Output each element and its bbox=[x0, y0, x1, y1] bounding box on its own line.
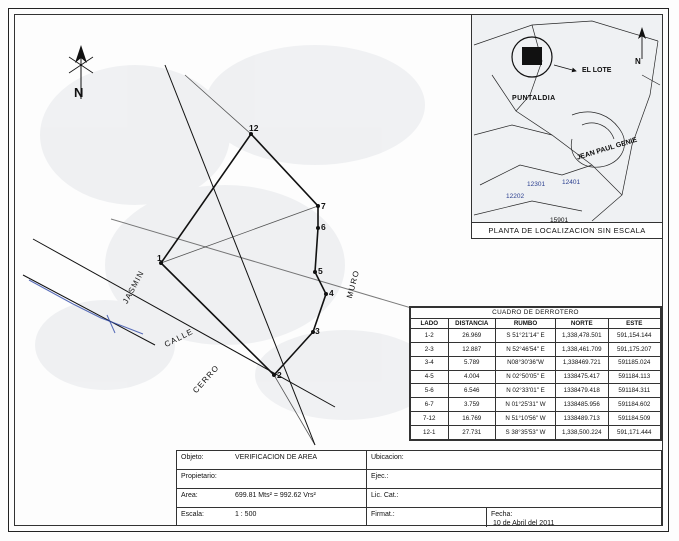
cell-lado: 3-4 bbox=[411, 356, 449, 370]
value-area: 699.81 Mts² = 992.62 Vrs² bbox=[234, 492, 316, 499]
cell-rumbo: S 38°35'53" W bbox=[496, 426, 556, 440]
cell-rumbo: N 02°33'01" E bbox=[496, 384, 556, 398]
vertex-label-3: 3 bbox=[315, 326, 320, 336]
inset-label-puntaldia: PUNTALDIA bbox=[512, 95, 556, 102]
street-label-calle: CALLE bbox=[163, 326, 196, 350]
street-label-muro: MURO bbox=[345, 268, 362, 300]
cell-lado: 2-3 bbox=[411, 342, 449, 356]
cell-norte: 1,338,478.501 bbox=[556, 328, 609, 342]
cell-este: 591184.311 bbox=[608, 384, 661, 398]
inset-caption: PLANTA DE LOCALIZACION SIN ESCALA bbox=[472, 222, 662, 238]
vertex-label-5: 5 bbox=[318, 266, 323, 276]
cell-rumbo: N 02°50'05" E bbox=[496, 370, 556, 384]
inset-label-15901: 15901 bbox=[550, 217, 569, 222]
title-block-right bbox=[367, 451, 661, 525]
cell-norte: 1338479.418 bbox=[556, 384, 609, 398]
vertex-label-12: 12 bbox=[249, 123, 259, 133]
cell-distancia: 26.969 bbox=[448, 328, 496, 342]
cell-norte: 1,338,461.709 bbox=[556, 342, 609, 356]
cell-rumbo: S 51°21'14" E bbox=[496, 328, 556, 342]
vertex-label-2: 2 bbox=[277, 370, 282, 380]
cell-norte: 1338489.713 bbox=[556, 412, 609, 426]
col-este: ESTE bbox=[608, 318, 661, 328]
cell-este: 591,175.207 bbox=[608, 342, 661, 356]
table-row bbox=[411, 342, 661, 356]
cell-este: 591185.024 bbox=[608, 356, 661, 370]
locality-map-svg bbox=[472, 15, 662, 222]
table-row bbox=[411, 384, 661, 398]
cell-este: 591,154.144 bbox=[608, 328, 661, 342]
cell-este: 591184.113 bbox=[608, 370, 661, 384]
cell-distancia: 3.759 bbox=[448, 398, 496, 412]
cell-este: 591184.509 bbox=[608, 412, 661, 426]
cell-distancia: 16.769 bbox=[448, 412, 496, 426]
cell-rumbo: N 01°25'31" W bbox=[496, 398, 556, 412]
derrotero-title: CUADRO DE DERROTERO bbox=[411, 308, 661, 319]
cell-rumbo: N 51°10'56" W bbox=[496, 412, 556, 426]
vertex-label-1: 1 bbox=[157, 253, 162, 263]
cell-lado: 5-6 bbox=[411, 384, 449, 398]
cell-distancia: 6.546 bbox=[448, 384, 496, 398]
table-row bbox=[411, 426, 661, 440]
cell-este: 591184.602 bbox=[608, 398, 661, 412]
col-lado: LADO bbox=[411, 318, 449, 328]
inset-label-12301: 12301 bbox=[527, 181, 546, 188]
locality-plan-inset bbox=[471, 14, 663, 239]
cell-distancia: 4.004 bbox=[448, 370, 496, 384]
value-objeto: VERIFICACION DE AREA bbox=[234, 454, 318, 461]
vertex-label-7: 7 bbox=[321, 201, 326, 211]
row-propietario bbox=[177, 470, 366, 489]
cell-norte: 1,338,500.224 bbox=[556, 426, 609, 440]
row-escala bbox=[177, 508, 366, 526]
row-ubicacion bbox=[367, 451, 661, 470]
vertex-label-6: 6 bbox=[321, 222, 326, 232]
title-block bbox=[176, 450, 662, 526]
table-row bbox=[411, 328, 661, 342]
col-distancia: DISTANCIA bbox=[448, 318, 496, 328]
col-norte: NORTE bbox=[556, 318, 609, 328]
label-area: Area: bbox=[181, 492, 198, 499]
street-label-cerro: CERRO bbox=[191, 363, 222, 396]
north-arrow-label: N bbox=[74, 85, 84, 100]
street-label-jasmin: JASMIN bbox=[121, 268, 147, 306]
label-firmat: Firmat.: bbox=[371, 511, 395, 518]
inset-label-12401: 12401 bbox=[562, 179, 581, 186]
label-ubicacion: Ubicacion: bbox=[371, 454, 404, 461]
cell-lado: 4-5 bbox=[411, 370, 449, 384]
table-row bbox=[411, 356, 661, 370]
row-lic-cat bbox=[367, 489, 661, 508]
lot-black-marker bbox=[522, 47, 542, 65]
inset-label-jean-paul-genie: JEAN PAUL GENIE bbox=[576, 136, 639, 162]
inset-label-el-lote: EL LOTE bbox=[582, 67, 612, 74]
derrotero-table bbox=[410, 307, 661, 440]
label-fecha: Fecha: bbox=[491, 511, 513, 518]
locality-map bbox=[472, 15, 662, 222]
cell-lado: 12-1 bbox=[411, 426, 449, 440]
cell-lado: 6-7 bbox=[411, 398, 449, 412]
label-escala: Escala: bbox=[181, 511, 204, 518]
derrotero-table-wrap bbox=[409, 306, 662, 441]
row-objeto bbox=[177, 451, 366, 470]
cell-lado: 1-2 bbox=[411, 328, 449, 342]
cell-rumbo: N 52°46'54" E bbox=[496, 342, 556, 356]
table-row bbox=[411, 398, 661, 412]
cell-distancia: 27.731 bbox=[448, 426, 496, 440]
label-lic-cat: Lic. Cat.: bbox=[371, 492, 399, 499]
cell-este: 591,171.444 bbox=[608, 426, 661, 440]
cell-distancia: 12.887 bbox=[448, 342, 496, 356]
north-arrow bbox=[59, 43, 103, 109]
cell-norte: 1338485.956 bbox=[556, 398, 609, 412]
cell-firmat bbox=[367, 508, 487, 527]
value-escala: 1 : 500 bbox=[234, 511, 257, 518]
cell-norte: 1,338469.721 bbox=[556, 356, 609, 370]
table-header-row bbox=[411, 318, 661, 328]
label-propietario: Propietario: bbox=[181, 473, 217, 480]
row-ejec bbox=[367, 470, 661, 489]
table-row bbox=[411, 412, 661, 426]
col-rumbo: RUMBO bbox=[496, 318, 556, 328]
inset-north-label: N bbox=[635, 57, 642, 66]
inset-label-12202: 12202 bbox=[506, 193, 525, 200]
cell-rumbo: N08°30'36"W bbox=[496, 356, 556, 370]
table-row bbox=[411, 370, 661, 384]
table-title-row bbox=[411, 308, 661, 319]
label-ejec: Ejec.: bbox=[371, 473, 389, 480]
cell-lado: 7-12 bbox=[411, 412, 449, 426]
cell-distancia: 5.789 bbox=[448, 356, 496, 370]
title-block-left bbox=[177, 451, 367, 525]
cell-norte: 1338475.417 bbox=[556, 370, 609, 384]
value-fecha: 10 de Abril del 2011 bbox=[493, 520, 555, 527]
cell-fecha bbox=[487, 508, 661, 527]
row-firma-fecha bbox=[367, 508, 661, 527]
row-area bbox=[177, 489, 366, 508]
vertex-label-4: 4 bbox=[329, 288, 334, 298]
label-objeto: Objeto: bbox=[181, 454, 204, 461]
